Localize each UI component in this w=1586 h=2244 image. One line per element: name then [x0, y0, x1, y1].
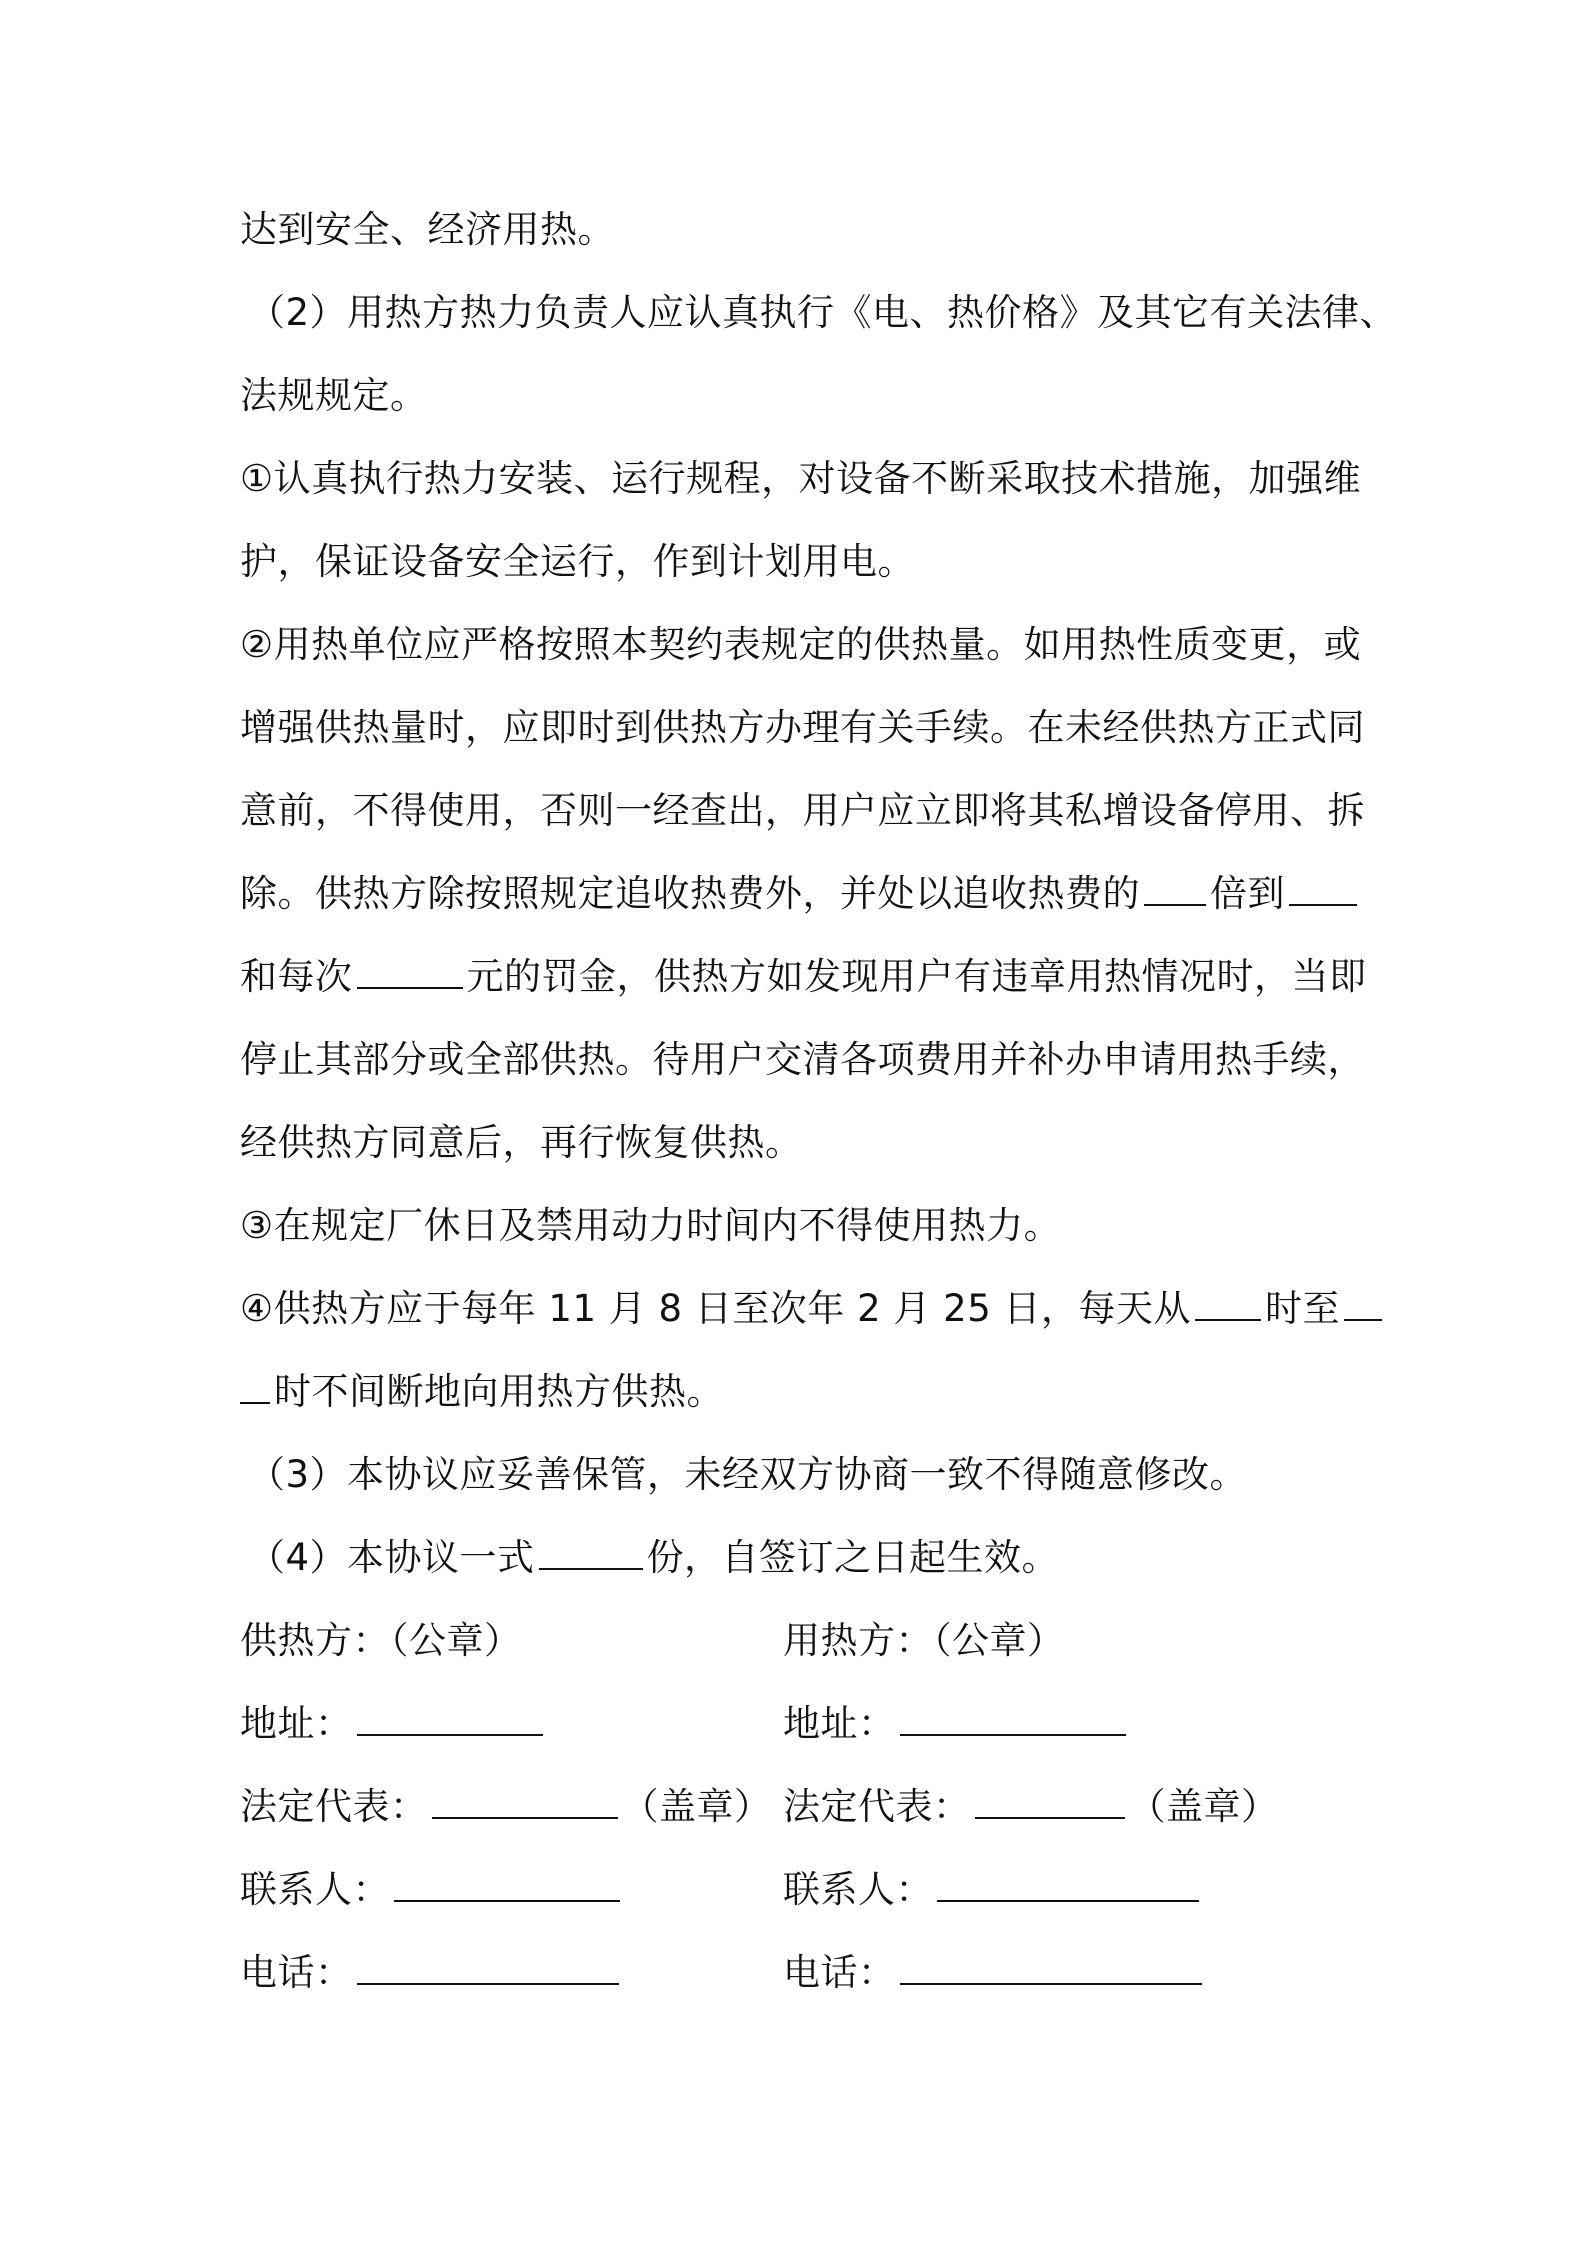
text-segment: 除。供热方除按照规定追收热费外，并处以追收热费的	[240, 872, 1140, 915]
text-segment: 经供热方同意后，再行恢复供热。	[240, 1121, 803, 1164]
supplier-rep-row	[240, 1782, 772, 1832]
text-segment: 时至	[1265, 1287, 1341, 1330]
text-segment: 法定代表：	[783, 1785, 971, 1828]
text-segment: 联系人：	[783, 1868, 933, 1911]
text-line	[240, 952, 1367, 1002]
text-line	[240, 371, 428, 421]
supplier-contact-row	[240, 1865, 624, 1915]
supplier-address-field[interactable]	[357, 1700, 543, 1736]
consumer-party-label	[783, 1616, 1065, 1666]
clause-3-line	[248, 1450, 1247, 1500]
text-segment: 时不间断地向用热方供热。	[274, 1370, 724, 1413]
text-segment: 和每次	[240, 955, 353, 998]
consumer-rep-field[interactable]	[975, 1783, 1125, 1819]
text-segment: 停止其部分或全部供热。待用户交清各项费用并补办申请用热手续，	[240, 1038, 1365, 1081]
text-segment: 法定代表：	[240, 1785, 428, 1828]
text-segment: 元的罚金，供热方如发现用户有违章用热情况时，当即	[466, 955, 1367, 998]
consumer-contact-field[interactable]	[937, 1866, 1199, 1902]
supplier-phone-field[interactable]	[357, 1949, 619, 1985]
text-line	[240, 786, 1365, 836]
text-segment: 电话：	[240, 1951, 353, 1994]
text-segment: （3）本协议应妥善保管，未经双方协商一致不得随意修改。	[248, 1453, 1248, 1496]
consumer-rep-row	[783, 1782, 1279, 1832]
text-segment: 份，自签订之日起生效。	[646, 1536, 1060, 1579]
fill-blank-penalty-amount[interactable]	[357, 953, 463, 989]
text-line	[240, 869, 1361, 919]
text-segment: 达到安全、经济用热。	[240, 208, 615, 251]
clause-4-line	[248, 1533, 1059, 1583]
text-segment: 电话：	[783, 1951, 896, 1994]
text-segment: 增强供热量时，应即时到供热方办理有关手续。在未经供热方正式同	[240, 706, 1365, 749]
text-line	[240, 537, 915, 587]
text-line	[240, 1118, 803, 1168]
consumer-phone-field[interactable]	[900, 1949, 1202, 1985]
text-segment: 法规规定。	[240, 374, 428, 417]
consumer-address-field[interactable]	[900, 1700, 1126, 1736]
fill-blank-start-hour[interactable]	[1195, 1285, 1261, 1321]
text-segment: 地址：	[240, 1702, 353, 1745]
supplier-rep-field[interactable]	[432, 1783, 618, 1819]
item-2-line	[240, 620, 1361, 670]
text-segment: 护，保证设备安全运行，作到计划用电。	[240, 540, 915, 583]
fill-blank-multiplier-max[interactable]	[1289, 870, 1357, 906]
supplier-contact-field[interactable]	[394, 1866, 620, 1902]
fill-blank-copies[interactable]	[539, 1534, 643, 1570]
item-3-line	[240, 1201, 1061, 1251]
item-4-line	[240, 1284, 1382, 1334]
supplier-phone-row	[240, 1948, 623, 1998]
text-segment: ②用热单位应严格按照本契约表规定的供热量。如用热性质变更，或	[240, 623, 1362, 666]
text-line	[240, 1035, 1365, 1085]
text-segment: ④供热方应于每年 11 月 8 日至次年 2 月 25 日，每天从	[240, 1287, 1192, 1330]
text-segment: 地址：	[783, 1702, 896, 1745]
text-line	[240, 205, 615, 255]
supplier-address-row	[240, 1699, 547, 1749]
item-1-line	[240, 454, 1361, 504]
text-segment: 用热方：（公章）	[783, 1619, 1065, 1662]
consumer-address-row	[783, 1699, 1130, 1749]
clause-2-line	[248, 288, 1397, 338]
text-segment: ①认真执行热力安装、运行规程，对设备不断采取技术措施，加强维	[240, 457, 1362, 500]
consumer-phone-row	[783, 1948, 1206, 1998]
text-segment: 倍到	[1210, 872, 1285, 915]
consumer-contact-row	[783, 1865, 1203, 1915]
fill-blank-multiplier-min[interactable]	[1144, 870, 1206, 906]
text-line	[240, 1367, 724, 1417]
fill-blank-end-hour-part2[interactable]	[240, 1368, 270, 1404]
text-segment: 供热方：（公章）	[240, 1619, 522, 1662]
text-line	[240, 703, 1365, 753]
fill-blank-end-hour-part1[interactable]	[1344, 1285, 1382, 1321]
text-segment: 意前，不得使用，否则一经查出，用户应立即将其私增设备停用、拆	[240, 789, 1365, 832]
text-segment: 联系人：	[240, 1868, 390, 1911]
text-segment: （2）用热方热力负责人应认真执行《电、热价格》及其它有关法律、	[248, 291, 1398, 334]
supplier-party-label	[240, 1616, 522, 1666]
text-segment: ③在规定厂休日及禁用动力时间内不得使用热力。	[240, 1204, 1062, 1247]
text-segment: （盖章）	[1128, 1785, 1279, 1828]
text-segment: （盖章）	[621, 1785, 772, 1828]
text-segment: （4）本协议一式	[248, 1536, 535, 1579]
